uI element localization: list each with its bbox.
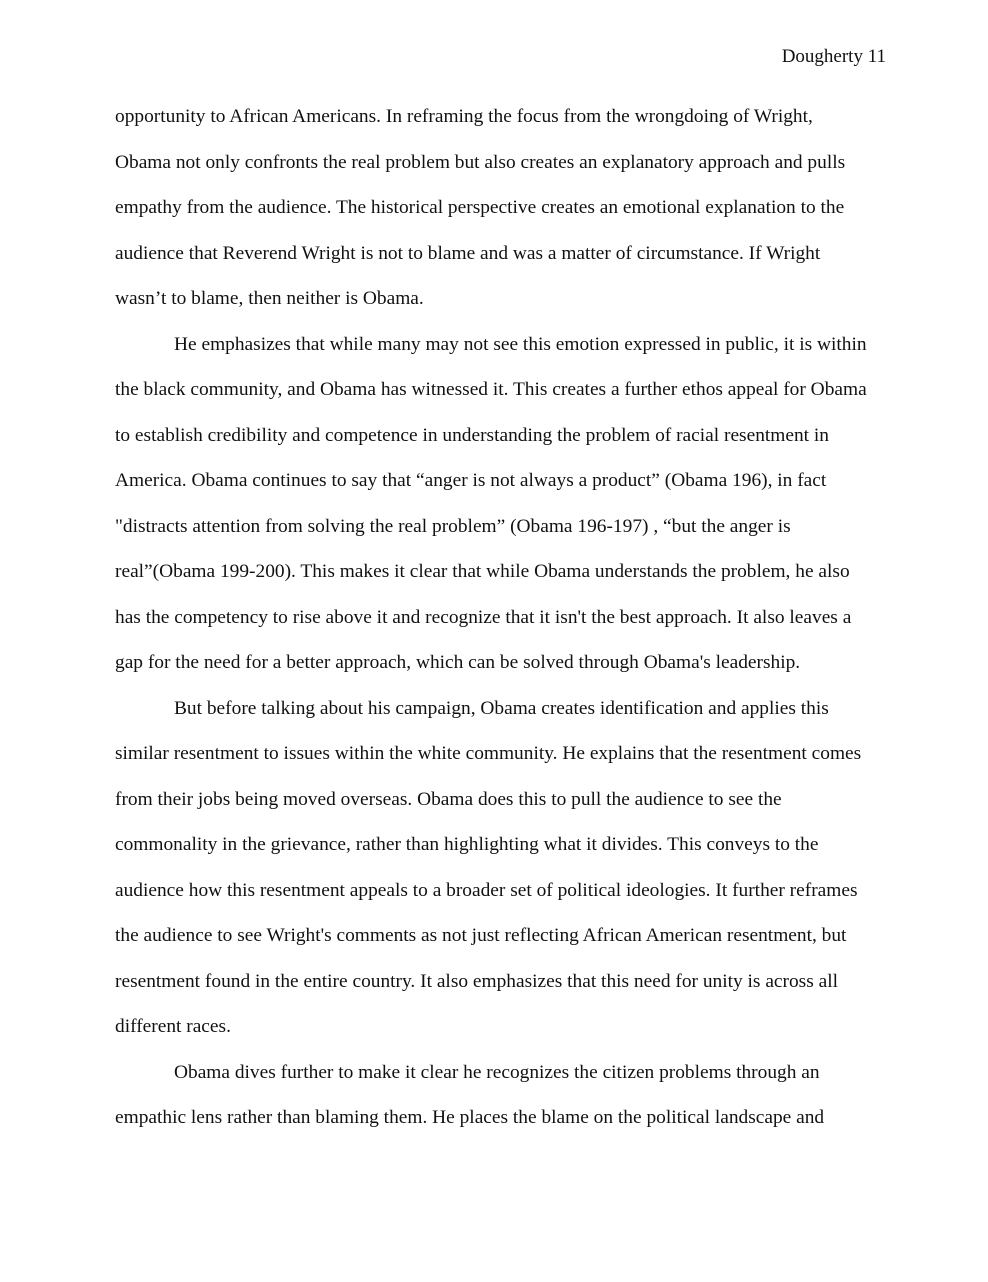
text-line: audience that Reverend Wright is not to blame and was a matter of circumstance. If Wright bbox=[115, 242, 821, 264]
text-line: real”(Obama 199-200). This makes it clear that while Obama understands the problem, he also bbox=[115, 561, 850, 582]
text-line: audience how this resentment appeals to a broader set of political ideologies. It further reframes bbox=[115, 879, 858, 901]
text-line: the black community, and Obama has witnessed it. This creates a further ethos appeal for Obama bbox=[115, 379, 867, 400]
text-line: empathic lens rather than blaming them. He places the blame on the political landscape and bbox=[115, 1107, 825, 1128]
paragraph-first-line: Obama dives further to make it clear he recognizes the citizen problems through an bbox=[174, 1061, 820, 1083]
text-line: "distracts attention from solving the real problem” (Obama 196-197) , “but the anger is bbox=[115, 515, 791, 537]
text-line: Obama not only confronts the real problem but also creates an explanatory approach and pulls bbox=[115, 151, 846, 173]
text-line: different races. bbox=[115, 1016, 231, 1037]
paragraph-first-line: But before talking about his campaign, Obama creates identification and applies this bbox=[174, 697, 829, 719]
text-line: gap for the need for a better approach, which can be solved through Obama's leadership. bbox=[115, 652, 801, 673]
paragraph-first-line: He emphasizes that while many may not see this emotion expressed in public, it is within bbox=[174, 333, 867, 355]
text-line: from their jobs being moved overseas. Obama does this to pull the audience to see the bbox=[115, 788, 782, 810]
text-line: to establish credibility and competence in understanding the problem of racial resentment in bbox=[115, 424, 829, 446]
text-line: resentment found in the entire country. It also emphasizes that this need for unity is across all bbox=[115, 970, 839, 992]
text-line: opportunity to African Americans. In reframing the focus from the wrongdoing of Wright, bbox=[115, 106, 813, 127]
text-line: similar resentment to issues within the white community. He explains that the resentment comes bbox=[115, 743, 862, 764]
text-line: has the competency to rise above it and recognize that it isn't the best approach. It also leaves a bbox=[115, 606, 852, 628]
text-line: empathy from the audience. The historical perspective creates an emotional explanation to the bbox=[115, 197, 845, 218]
text-line: commonality in the grievance, rather than highlighting what it divides. This conveys to the bbox=[115, 834, 819, 855]
text-line: America. Obama continues to say that “anger is not always a product” (Obama 196), in fact bbox=[115, 470, 827, 491]
text-line: wasn’t to blame, then neither is Obama. bbox=[115, 288, 424, 309]
running-head: Dougherty 11 bbox=[781, 46, 886, 67]
text-line: the audience to see Wright's comments as not just reflecting African American resentment, but bbox=[115, 925, 847, 946]
